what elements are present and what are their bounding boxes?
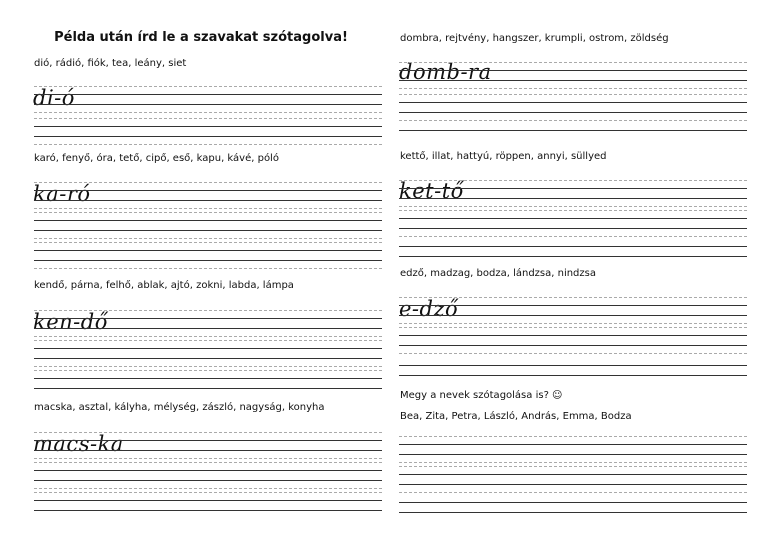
exercise-prompt: kettő, illat, hattyú, röppen, annyi, süllyed <box>400 151 607 162</box>
writing-lines <box>399 180 747 208</box>
writing-lines <box>399 122 747 150</box>
exercise-prompt: edző, madzag, bodza, lándzsa, nindzsa <box>400 268 596 279</box>
writing-lines <box>34 182 382 210</box>
writing-lines <box>34 118 382 146</box>
bonus-question: Megy a nevek szótagolása is? ☺ <box>400 390 563 401</box>
handwritten-example: e-dző <box>399 297 459 321</box>
exercise-prompt: kendő, párna, felhő, ablak, ajtó, zokni, labda, lámpa <box>34 280 294 291</box>
handwritten-example: domb-ra <box>399 60 492 84</box>
writing-lines <box>34 212 382 240</box>
writing-lines <box>34 432 382 460</box>
writing-lines <box>34 310 382 338</box>
writing-lines <box>399 297 747 325</box>
writing-lines <box>399 466 747 494</box>
handwritten-example: di-ó <box>33 86 75 110</box>
writing-lines <box>399 494 747 522</box>
writing-lines <box>399 238 747 266</box>
writing-lines <box>34 242 382 270</box>
writing-lines <box>34 86 382 114</box>
writing-lines <box>399 210 747 238</box>
writing-lines <box>399 62 747 90</box>
handwritten-example: ka-ró <box>33 182 91 206</box>
writing-lines <box>399 357 747 385</box>
writing-lines <box>34 340 382 368</box>
exercise-prompt: dió, rádió, fiók, tea, leány, siet <box>34 58 187 69</box>
writing-lines <box>399 436 747 464</box>
handwritten-example: macs-ka <box>33 432 124 456</box>
writing-lines <box>34 492 382 520</box>
bonus-names: Bea, Zita, Petra, László, András, Emma, Bodza <box>400 411 632 422</box>
writing-lines <box>34 370 382 398</box>
exercise-prompt: macska, asztal, kályha, mélység, zászló, nagyság, konyha <box>34 402 325 413</box>
exercise-prompt: karó, fenyő, óra, tető, cipő, eső, kapu, kávé, póló <box>34 153 279 164</box>
handwritten-example: ken-dő <box>33 310 108 334</box>
handwritten-example: ket-tő <box>399 179 464 203</box>
page-title: Példa után írd le a szavakat szótagolva! <box>54 30 348 45</box>
writing-lines <box>399 94 747 122</box>
writing-lines <box>399 327 747 355</box>
exercise-prompt: dombra, rejtvény, hangszer, krumpli, ostrom, zöldség <box>400 33 669 44</box>
writing-lines <box>34 462 382 490</box>
